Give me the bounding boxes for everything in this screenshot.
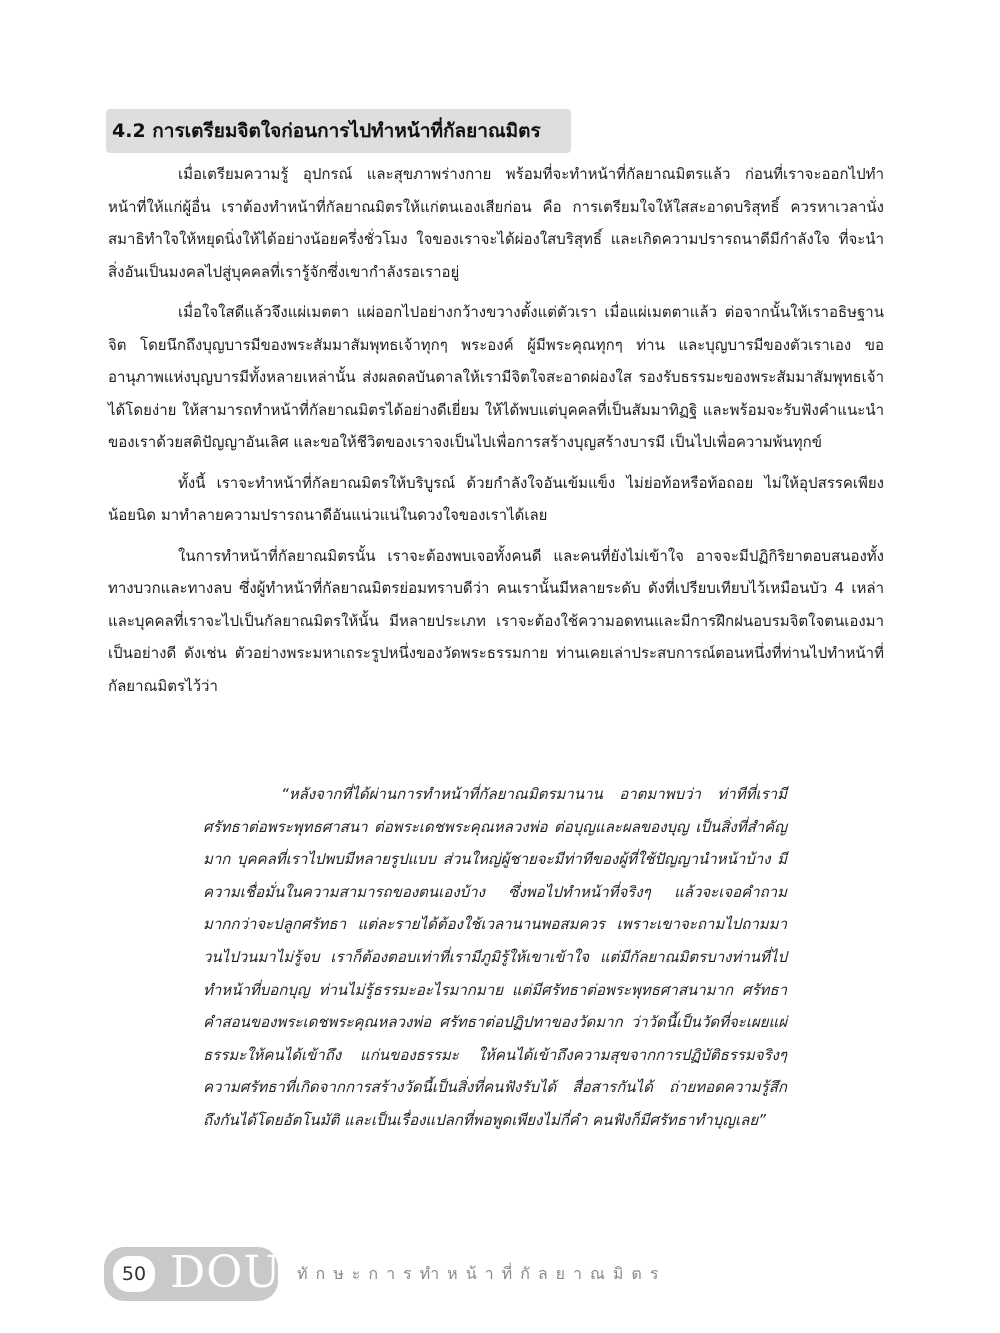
book-title: ทักษะการทำหน้าที่กัลยาณมิตร — [297, 1264, 667, 1283]
body-text — [108, 158, 884, 710]
paragraph: เมื่อเตรียมความรู้ อุปกรณ์ และสุขภาพร่างกาย พร้อมที่จะทำหน้าที่กัลยาณมิตรแล้ว ก่อนที่เราจะออกไปทำหน้าที่ให้แก่ผู้อื่น เราต้องทำหน้าที่กัลยาณมิตรให้แก่ตนเองเสียก่อน คือ การเตรียมใจให้ใสสะอาดบริสุทธิ์ ควรหาเวลานั่งสมาธิทำใจให้หยุดนิ่งให้ได้อย่างน้อยครึ่งชั่วโมง ใจของเราจะได้ผ่องใสบริสุทธิ์ และเกิดความปรารถนาดีมีกำลังใจ ที่จะนำสิ่งอันเป็นมงคลไปสู่บุคคลที่เรารู้จักซึ่งเขากำลังรอเราอยู่ — [108, 165, 884, 281]
paragraph: เมื่อใจใสดีแล้วจึงแผ่เมตตา แผ่ออกไปอย่างกว้างขวางตั้งแต่ตัวเรา เมื่อแผ่เมตตาแล้ว ต่อจากนั้นให้เราอธิษฐานจิต โดยนึกถึงบุญบารมีของพระสัมมาสัมพุทธเจ้าทุกๆ พระองค์ ผู้มีพระคุณทุกๆ ท่าน และบุญบารมีของตัวเราเอง ขออานุภาพแห่งบุญบารมีทั้งหลายเหล่านั้น ส่งผลดลบันดาลให้เรามีจิตใจสะอาดผ่องใส รองรับธรรมะของพระสัมมาสัมพุทธเจ้าได้โดยง่าย ให้สามารถทำหน้าที่กัลยาณมิตรได้อย่างดีเยี่ยม ให้ได้พบแต่บุคคลที่เป็นสัมมาทิฏฐิ และพร้อมจะรับฟังคำแนะนำของเราด้วยสติปัญญาอันเลิศ และขอให้ชีวิตของเราจงเป็นไปเพื่อการสร้างบุญสร้างบารมี เป็นไปเพื่อความพ้นทุกข์ — [108, 303, 884, 451]
brand-logo: DOU — [170, 1247, 282, 1298]
quote-text: “หลังจากที่ได้ผ่านการทำหน้าที่กัลยาณมิตรมานาน อาตมาพบว่า ท่าทีที่เรามีศรัทธาต่อพระพุทธศาสนา ต่อพระเดชพระคุณหลวงพ่อ ต่อบุญและผลของบุญ เป็นสิ่งที่สำคัญมาก บุคคลที่เราไปพบมีหลายรูปแบบ ส่วนใหญ่ผู้ชายจะมีท่าทีของผู้ที่ใช้ปัญญานำหน้าบ้าง มีความเชื่อมั่นในความสามารถของตนเองบ้าง ซึ่งพอไปทำหน้าที่จริงๆ แล้วจะเจอคำถามมากกว่าจะปลูกศรัทธา แต่ละรายได้ต้องใช้เวลานานพอสมควร เพราะเขาจะถามไปถามมา วนไปวนมาไม่รู้จบ เราก็ต้องตอบเท่าที่เรามีภูมิรู้ให้เขาเข้าใจ แต่มีกัลยาณมิตรบางท่านที่ไปทำหน้าที่บอกบุญ ท่านไม่รู้ธรรมะอะไรมากมาย แต่มีศรัทธาต่อพระพุทธศาสนามาก ศรัทธาคำสอนของพระเดชพระคุณหลวงพ่อ ศรัทธาต่อปฏิปทาของวัดมาก ว่าวัดนี้เป็นวัดที่จะเผยแผ่ธรรมะให้คนได้เข้าถึง แก่นของธรรมะ ให้คนได้เข้าถึงความสุขจากการปฏิบัติธรรมจริงๆ ความศรัทธาที่เกิดจากการสร้างวัดนี้เป็นสิ่งที่คนฟังรับได้ สื่อสารกันได้ ถ่ายทอดความรู้สึกถึงกันได้โดยอัตโนมัติ และเป็นเรื่องแปลกที่พอพูดเพียงไม่กี่คำ คนฟังก็มีศรัทธาทำบุญเลย” — [203, 785, 787, 1129]
paragraph: ในการทำหน้าที่กัลยาณมิตรนั้น เราจะต้องพบเจอทั้งคนดี และคนที่ยังไม่เข้าใจ อาจจะมีปฏิกิริยาตอบสนองทั้งทางบวกและทางลบ ซึ่งผู้ทำหน้าที่กัลยาณมิตรย่อมทราบดีว่า คนเรานั้นมีหลายระดับ ดังที่เปรียบเทียบไว้เหมือนบัว 4 เหล่า และบุคคลที่เราจะไปเป็นกัลยาณมิตรให้นั้น มีหลายประเภท เราจะต้องใช้ความอดทนและมีการฝึกฝนอบรมจิตใจตนเองมาเป็นอย่างดี ดังเช่น ตัวอย่างพระมหาเถระรูปหนึ่งของวัดพระธรรมกาย ท่านเคยเล่าประสบการณ์ตอนหนึ่งที่ท่านไปทำหน้าที่กัลยาณมิตรไว้ว่า — [108, 546, 884, 695]
paragraph: ทั้งนี้ เราจะทำหน้าที่กัลยาณมิตรให้บริบูรณ์ ด้วยกำลังใจอันเข้มแข็ง ไม่ย่อท้อหรือท้อถอย ไม่ให้อุปสรรคเพียงน้อยนิด มาทำลายความปรารถนาดีอันแน่วแน่ในดวงใจของเราได้เลย — [108, 473, 884, 524]
page-number: 50 — [113, 1256, 155, 1292]
section-heading: 4.2 การเตรียมจิตใจก่อนการไปทำหน้าที่กัลยาณมิตร — [112, 120, 541, 142]
quote-block — [203, 778, 787, 1137]
